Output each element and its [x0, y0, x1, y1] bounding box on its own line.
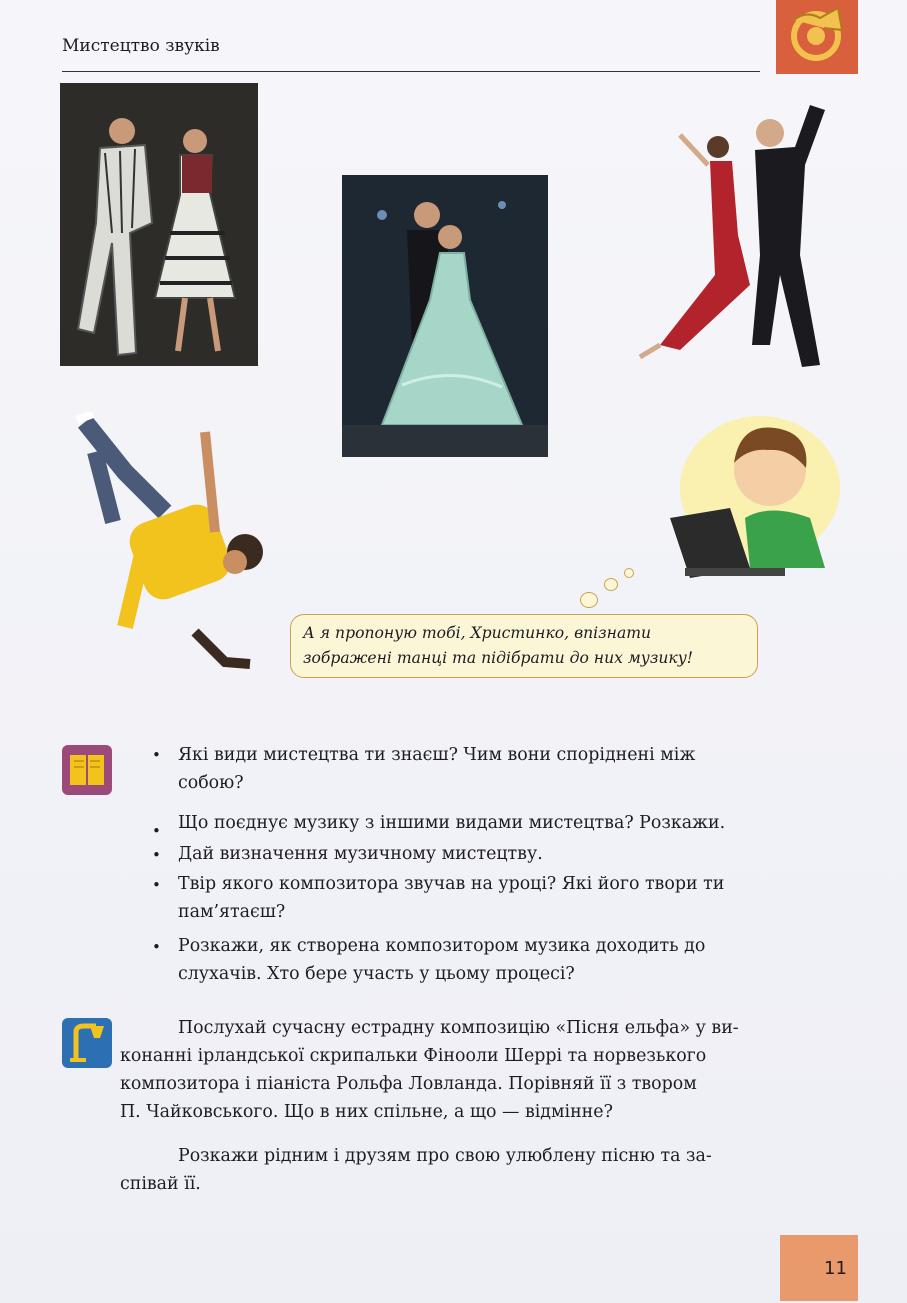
task-line: співай її.	[120, 1174, 201, 1194]
question-text: Твір якого композитора звучав на уроці? Які його твори ти	[178, 874, 725, 894]
bullet: •	[152, 846, 161, 864]
bubble-tail-dot	[604, 578, 618, 591]
waltz-dancers-photo	[342, 175, 548, 457]
task-line: конанні ірландської скрипальки Фіноoли Шеррі та норвезького	[120, 1046, 707, 1066]
book-icon	[62, 745, 112, 795]
breakdancer-illustration	[65, 412, 265, 674]
question-text: пам’ятаєш?	[178, 902, 286, 922]
page-number: 11	[824, 1258, 847, 1279]
question-item	[178, 870, 854, 926]
boy-with-laptop-illustration	[650, 408, 845, 586]
bubble-tail-dot	[580, 592, 598, 608]
horn-icon	[776, 0, 858, 74]
task-line: композитора і піаніста Рольфа Ловланда. Порівняй її з твором	[120, 1074, 697, 1094]
header-rule	[62, 71, 760, 72]
listening-task	[178, 1014, 854, 1042]
question-text: Що поєднує музику з іншими видами мистецтва? Розкажи.	[178, 813, 726, 833]
question-item	[178, 840, 854, 868]
listening-task-continued	[120, 1042, 856, 1126]
question-text: собою?	[178, 773, 244, 793]
question-item	[178, 809, 854, 837]
question-text: слухачів. Хто бере участь у цьому процесі?	[178, 964, 575, 984]
question-text: Які види мистецтва ти знаєш? Чим вони споріднені між	[178, 745, 696, 765]
task-line: П. Чайковського. Що в них спільне, а що — відмінне?	[120, 1102, 613, 1122]
final-task-continued	[120, 1170, 856, 1198]
speech-bubble	[290, 614, 758, 678]
speech-bubble-text: А я пропоную тобі, Христинко, впізнати зображені танці та підібрати до них музику!	[303, 624, 694, 667]
bullet: •	[152, 822, 161, 840]
question-item	[178, 741, 854, 797]
question-text: Розкажи, як створена композитором музика доходить до	[178, 936, 706, 956]
task-line: Послухай сучасну естрадну композицію «Пісня ельфа» у ви-	[178, 1018, 739, 1038]
bullet: •	[152, 876, 161, 894]
running-header: Мистецтво звуків	[62, 36, 220, 56]
question-item	[178, 932, 854, 988]
final-task	[178, 1142, 854, 1170]
bullet: •	[152, 746, 161, 764]
swing-dancers-photo	[60, 83, 258, 366]
question-text: Дай визначення музичному мистецтву.	[178, 844, 543, 864]
bullet: •	[152, 938, 161, 956]
lamp-icon	[62, 1018, 112, 1068]
tango-dancers-photo	[620, 95, 845, 377]
page-number-box	[780, 1235, 858, 1301]
task-line: Розкажи рідним і друзям про свою улюблену пісню та за-	[178, 1146, 712, 1166]
bubble-tail-dot	[624, 568, 634, 578]
